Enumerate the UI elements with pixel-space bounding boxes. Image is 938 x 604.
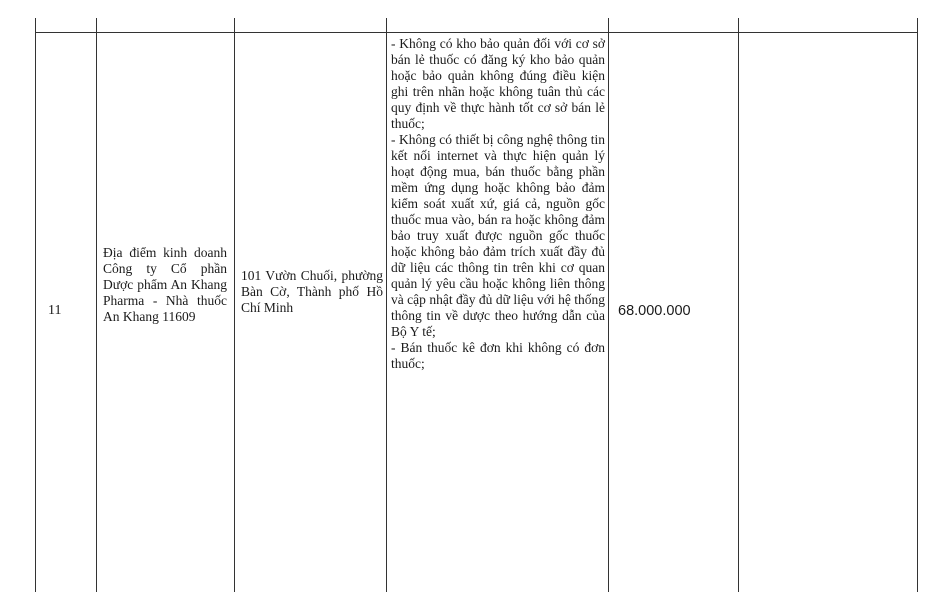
fine-amount: 68.000.000 [618,303,691,319]
column-divider [234,18,235,592]
address: 101 Vườn Chuối, phường Bàn Cờ, Thành phố Hồ Chí Minh [241,268,383,315]
column-divider [738,18,739,592]
table-border-left [35,18,36,592]
column-divider [386,18,387,592]
row-number: 11 [48,303,62,318]
violation-item: - Không có kho bảo quản đối với cơ sở bán lẻ thuốc có đăng ký kho bảo quản hoặc bảo quản không đúng điều kiện ghi trên nhãn hoặc không tuân thủ các quy định về thực hành tốt cơ sở bán lẻ thuốc; [391,36,605,131]
violation-item: - Không có thiết bị công nghệ thông tin kết nối internet và thực hiện quản lý hoạt động mua, bán thuốc bằng phần mềm ứng dụng hoặc không bảo đảm kiểm soát xuất xứ, giá cả, nguồn gốc thuốc mua vào, bán ra hoặc không đảm bảo truy xuất được nguồn gốc thuốc hoặc không bảo đảm trích xuất đầy đủ dữ liệu các thông tin trên khi cơ quan quản lý yêu cầu hoặc không liên thông và cập nhật đầy đủ dữ liệu với hệ thống thông tin về dược theo hướng dẫn của Bộ Y tế; [391,132,605,339]
violation-item: - Bán thuốc kê đơn khi không có đơn thuốc; [391,340,605,371]
column-divider [608,18,609,592]
business-location: Địa điểm kinh doanh Công ty Cổ phần Dược phẩm An Khang Pharma - Nhà thuốc An Khang 11609 [103,245,227,324]
table-border-right [917,18,918,592]
column-divider [96,18,97,592]
row-top-border [35,32,918,33]
violations-list [391,36,605,372]
